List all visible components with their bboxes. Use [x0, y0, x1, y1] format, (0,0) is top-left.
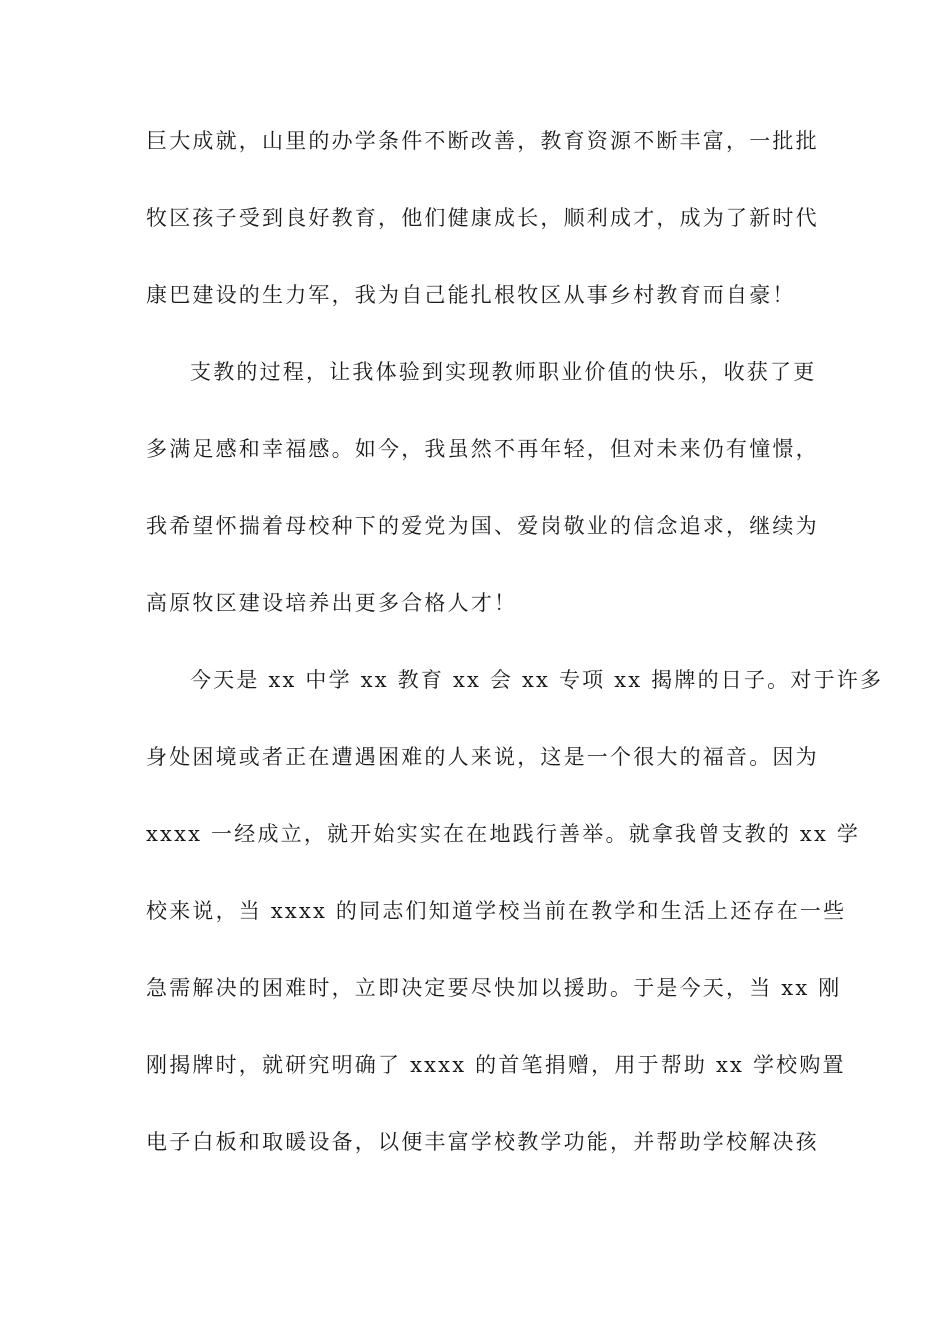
paragraph-3-line-6: 刚揭牌时，就研究明确了 xxxx 的首笔捐赠，用于帮助 xx 学校购置	[146, 1053, 846, 1077]
paragraph-3-line-3: xxxx 一经成立，就开始实实在在地践行善举。就拿我曾支教的 xx 学	[146, 822, 861, 846]
paragraph-3-line-5: 急需解决的困难时，立即决定要尽快加以援助。于是今天，当 xx 刚	[146, 976, 842, 1000]
paragraph-3-line-4: 校来说，当 xxxx 的同志们知道学校当前在教学和生活上还存在一些	[146, 899, 847, 923]
paragraph-2-line-2: 多满足感和幸福感。如今，我虽然不再年轻，但对未来仍有憧憬，	[146, 437, 819, 461]
paragraph-1-line-2: 牧区孩子受到良好教育，他们健康成长，顺利成才，成为了新时代	[146, 206, 819, 230]
paragraph-1-line-1: 巨大成就，山里的办学条件不断改善，教育资源不断丰富，一批批	[146, 129, 819, 153]
paragraph-2-line-4: 高原牧区建设培养出更多合格人才！	[146, 591, 518, 615]
paragraph-3-line-2: 身处困境或者正在遭遇困难的人来说，这是一个很大的福音。因为	[146, 745, 819, 769]
document-body	[146, 129, 884, 1208]
paragraph-1-line-3: 康巴建设的生力军，我为自己能扎根牧区从事乡村教育而自豪！	[146, 283, 796, 307]
paragraph-2-line-3: 我希望怀揣着母校种下的爱党为国、爱岗敬业的信念追求，继续为	[146, 514, 819, 538]
paragraph-3-line-7: 电子白板和取暖设备，以便丰富学校教学功能，并帮助学校解决孩	[146, 1130, 819, 1154]
paragraph-3-line-1: 今天是 xx 中学 xx 教育 xx 会 xx 专项 xx 揭牌的日子。对于许多	[190, 668, 884, 692]
paragraph-2-line-1: 支教的过程，让我体验到实现教师职业价值的快乐，收获了更	[190, 360, 817, 384]
